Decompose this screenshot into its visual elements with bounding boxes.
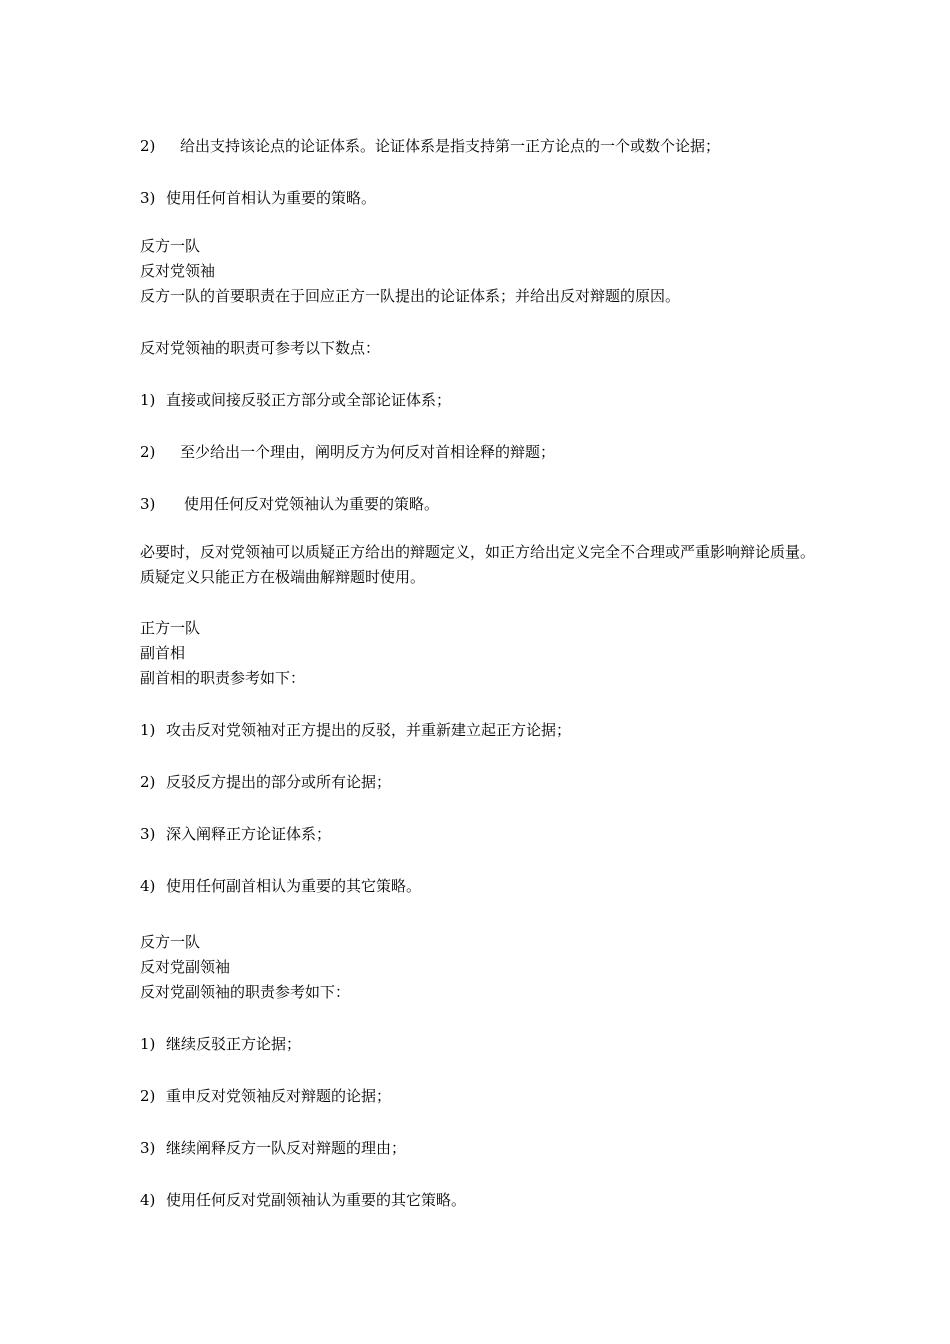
list-item: 2) 重申反对党领袖反对辩题的论据；: [140, 1087, 392, 1105]
list-item: 3) 继续阐释反方一队反对辩题的理由；: [140, 1139, 407, 1157]
list-item: 2) 给出支持该论点的论证体系。论证体系是指支持第一正方论点的一个或数个论据；: [140, 137, 721, 155]
section-role-title: 副首相: [140, 644, 186, 662]
list-item: 1) 攻击反对党领袖对正方提出的反驳，并重新建立起正方论据；: [140, 721, 572, 739]
list-item: 3) 使用任何首相认为重要的策略。: [140, 189, 377, 207]
section-team-label: 正方一队: [140, 619, 201, 637]
list-item: 1) 继续反驳正方论据；: [140, 1035, 302, 1053]
section-team-label: 反方一队: [140, 933, 201, 951]
paragraph: 反对党副领袖的职责参考如下：: [140, 983, 351, 1001]
paragraph: 反对党领袖的职责可参考以下数点：: [140, 339, 381, 357]
list-item: 3) 深入阐释正方论证体系；: [140, 825, 332, 843]
list-item: 2) 至少给出一个理由，阐明反方为何反对首相诠释的辩题；: [140, 443, 556, 461]
paragraph: 反方一队的首要职责在于回应正方一队提出的论证体系；并给出反对辩题的原因。: [140, 287, 681, 305]
paragraph: 副首相的职责参考如下：: [140, 669, 306, 687]
section-role-title: 反对党领袖: [140, 262, 216, 280]
list-item: 4) 使用任何反对党副领袖认为重要的其它策略。: [140, 1191, 467, 1209]
section-role-title: 反对党副领袖: [140, 958, 231, 976]
list-item: 4) 使用任何副首相认为重要的其它策略。: [140, 877, 422, 895]
list-item: 3) 使用任何反对党领袖认为重要的策略。: [140, 495, 440, 513]
list-item: 2) 反驳反方提出的部分或所有论据；: [140, 773, 392, 791]
list-item: 1) 直接或间接反驳正方部分或全部论证体系；: [140, 391, 452, 409]
section-team-label: 反方一队: [140, 237, 201, 255]
paragraph: 必要时，反对党领袖可以质疑正方给出的辩题定义，如正方给出定义完全不合理或严重影响辩论质量。质疑定义只能正方在极端曲解辩题时使用。: [140, 543, 816, 586]
